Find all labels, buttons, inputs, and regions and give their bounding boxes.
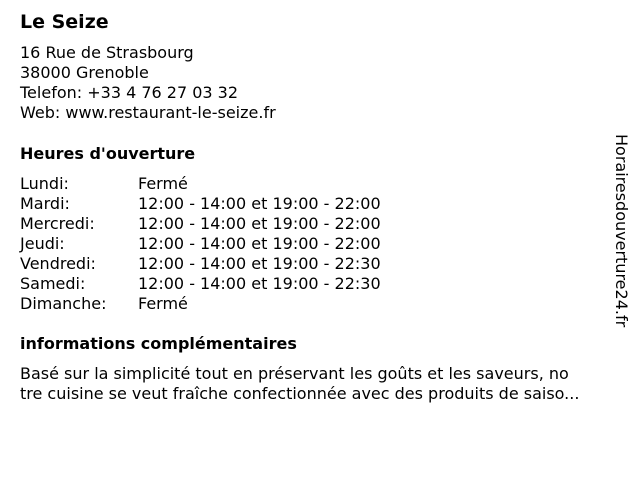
day-hours: 12:00 - 14:00 et 19:00 - 22:00 xyxy=(138,234,381,253)
day-hours: 12:00 - 14:00 et 19:00 - 22:00 xyxy=(138,194,381,213)
day-hours: 12:00 - 14:00 et 19:00 - 22:30 xyxy=(138,254,381,273)
day-label: Lundi: xyxy=(20,174,69,193)
postal-city: 38000 Grenoble xyxy=(20,63,149,82)
hours-heading: Heures d'ouverture xyxy=(20,144,196,163)
day-label: Samedi: xyxy=(20,274,86,293)
day-label: Dimanche: xyxy=(20,294,107,313)
day-label: Mercredi: xyxy=(20,214,95,233)
description-text xyxy=(20,364,620,404)
description-line: Basé sur la simplicité tout en préservant les goûts et les saveurs, no xyxy=(20,364,569,383)
phone-number: Telefon: +33 4 76 27 03 32 xyxy=(20,83,239,102)
website: Web: www.restaurant-le-seize.fr xyxy=(20,103,276,122)
description-line: tre cuisine se veut fraîche confectionnée avec des produits de saiso... xyxy=(20,384,580,403)
watermark: Horairesdouverture24.fr xyxy=(612,134,631,328)
address-block xyxy=(20,43,276,123)
day-hours: Fermé xyxy=(138,174,188,193)
day-hours: 12:00 - 14:00 et 19:00 - 22:00 xyxy=(138,214,381,233)
day-label: Mardi: xyxy=(20,194,70,213)
day-label: Jeudi: xyxy=(20,234,65,253)
info-heading: informations complémentaires xyxy=(20,334,297,353)
restaurant-name: Le Seize xyxy=(20,11,109,33)
day-hours: Fermé xyxy=(138,294,188,313)
day-hours: 12:00 - 14:00 et 19:00 - 22:30 xyxy=(138,274,381,293)
street-address: 16 Rue de Strasbourg xyxy=(20,43,194,62)
day-label: Vendredi: xyxy=(20,254,96,273)
